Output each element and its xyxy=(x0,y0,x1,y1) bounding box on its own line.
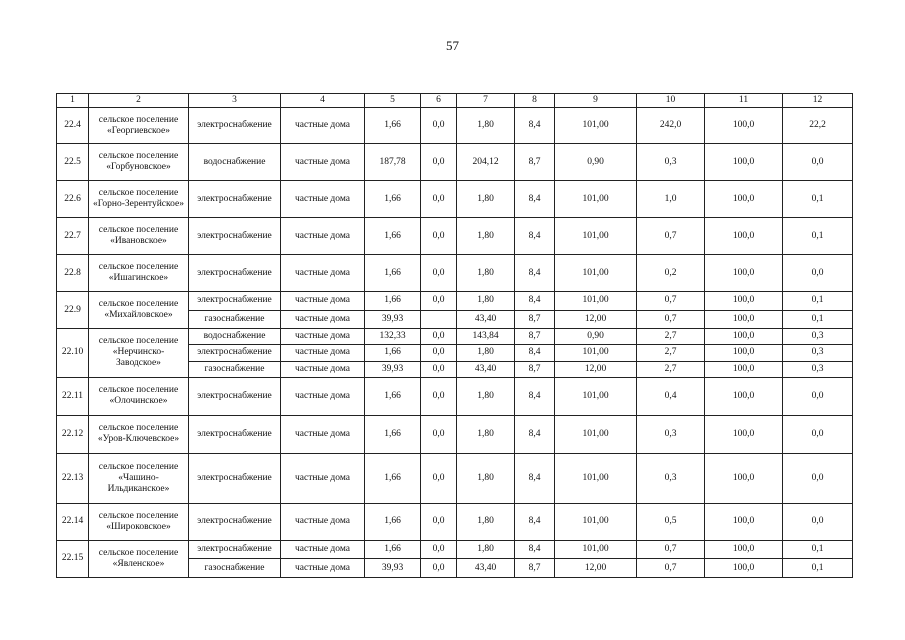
table-cell: 43,40 xyxy=(457,361,515,377)
column-header: 11 xyxy=(705,94,783,108)
table-cell: частные дома xyxy=(281,329,365,345)
page-number: 57 xyxy=(446,38,459,53)
table-cell: 1,80 xyxy=(457,292,515,311)
table-row xyxy=(57,218,853,255)
table-cell: 0,1 xyxy=(783,540,853,559)
table-cell: 204,12 xyxy=(457,144,515,181)
table-cell: 1,80 xyxy=(457,181,515,218)
settlement-name: сельское поселение «Ишагинское» xyxy=(89,255,189,292)
table-cell: 8,4 xyxy=(515,181,555,218)
settlement-name: сельское поселение «Ивановское» xyxy=(89,218,189,255)
table-cell: 0,0 xyxy=(421,144,457,181)
table-cell: 0,3 xyxy=(783,329,853,345)
table-cell: 0,0 xyxy=(421,559,457,578)
table-cell: 101,00 xyxy=(555,415,637,453)
settlement-number: 22.8 xyxy=(57,255,89,292)
column-header: 7 xyxy=(457,94,515,108)
table-cell: газоснабжение xyxy=(189,559,281,578)
table-cell: 0,90 xyxy=(555,329,637,345)
table-cell: 8,4 xyxy=(515,292,555,311)
table-cell: 0,0 xyxy=(421,345,457,361)
table-cell: 1,66 xyxy=(365,255,421,292)
settlement-name: сельское поселение «Горно-Зерентуйское» xyxy=(89,181,189,218)
table-cell: 0,0 xyxy=(783,144,853,181)
table-cell: 100,0 xyxy=(705,453,783,503)
table-cell: 1,80 xyxy=(457,453,515,503)
table-row xyxy=(57,415,853,453)
table-cell: 100,0 xyxy=(705,310,783,329)
table-cell: 0,0 xyxy=(421,453,457,503)
table-cell: 242,0 xyxy=(637,108,705,144)
table-cell: 22,2 xyxy=(783,108,853,144)
table-cell: 0,7 xyxy=(637,559,705,578)
table-cell: 100,0 xyxy=(705,144,783,181)
table-cell: 101,00 xyxy=(555,377,637,415)
table-row xyxy=(57,503,853,540)
table-cell: 8,7 xyxy=(515,144,555,181)
table-cell: 0,0 xyxy=(783,377,853,415)
tariff-table xyxy=(56,93,853,578)
table-cell: 0,0 xyxy=(421,218,457,255)
table-cell: 101,00 xyxy=(555,108,637,144)
table-cell: частные дома xyxy=(281,361,365,377)
table-cell: 1,80 xyxy=(457,108,515,144)
table-cell: 0,3 xyxy=(637,415,705,453)
table-cell: 8,7 xyxy=(515,310,555,329)
table-cell: частные дома xyxy=(281,377,365,415)
table-cell: 132,33 xyxy=(365,329,421,345)
table-cell: 101,00 xyxy=(555,503,637,540)
table-cell: 0,7 xyxy=(637,218,705,255)
settlement-number: 22.15 xyxy=(57,540,89,577)
table-cell: 100,0 xyxy=(705,181,783,218)
table-cell: 100,0 xyxy=(705,218,783,255)
table-cell: 0,0 xyxy=(421,361,457,377)
table-cell: 1,66 xyxy=(365,415,421,453)
table-row xyxy=(57,540,853,559)
table-cell: электроснабжение xyxy=(189,345,281,361)
table-cell: 8,4 xyxy=(515,540,555,559)
table-cell: 0,3 xyxy=(637,453,705,503)
settlement-name: сельское поселение «Михайловское» xyxy=(89,292,189,329)
table-cell: 100,0 xyxy=(705,503,783,540)
column-header: 2 xyxy=(89,94,189,108)
table-cell: 1,66 xyxy=(365,377,421,415)
table-cell: 100,0 xyxy=(705,108,783,144)
settlement-number: 22.7 xyxy=(57,218,89,255)
table-cell: 0,1 xyxy=(783,310,853,329)
column-header: 5 xyxy=(365,94,421,108)
table-cell: частные дома xyxy=(281,310,365,329)
table-cell: 1,66 xyxy=(365,503,421,540)
table-cell: 8,4 xyxy=(515,218,555,255)
column-header: 4 xyxy=(281,94,365,108)
table-cell: 0,0 xyxy=(783,415,853,453)
table-cell: 0,0 xyxy=(421,415,457,453)
settlement-number: 22.11 xyxy=(57,377,89,415)
table-cell: 0,0 xyxy=(783,503,853,540)
table-cell: 1,80 xyxy=(457,255,515,292)
table-cell: 100,0 xyxy=(705,345,783,361)
table-cell: 39,93 xyxy=(365,361,421,377)
settlement-number: 22.10 xyxy=(57,329,89,378)
table-cell: 8,7 xyxy=(515,329,555,345)
table-cell: электроснабжение xyxy=(189,377,281,415)
table-cell: 0,0 xyxy=(421,108,457,144)
table-cell: 101,00 xyxy=(555,453,637,503)
table-cell: 143,84 xyxy=(457,329,515,345)
settlement-number: 22.9 xyxy=(57,292,89,329)
table-cell: 8,4 xyxy=(515,108,555,144)
settlement-name: сельское поселение «Уров-Ключевское» xyxy=(89,415,189,453)
table-cell: 0,90 xyxy=(555,144,637,181)
table-cell: 1,66 xyxy=(365,218,421,255)
table-cell: 0,3 xyxy=(637,144,705,181)
table-cell: газоснабжение xyxy=(189,310,281,329)
table-cell: электроснабжение xyxy=(189,540,281,559)
table-cell: частные дома xyxy=(281,415,365,453)
table-row xyxy=(57,329,853,345)
column-header: 6 xyxy=(421,94,457,108)
table-cell: 0,0 xyxy=(783,255,853,292)
table-cell: 0,0 xyxy=(421,292,457,311)
table-cell: 101,00 xyxy=(555,218,637,255)
settlement-number: 22.12 xyxy=(57,415,89,453)
table-cell: 100,0 xyxy=(705,559,783,578)
table-cell: 100,0 xyxy=(705,292,783,311)
settlement-name: сельское поселение «Олочинское» xyxy=(89,377,189,415)
settlement-name: сельское поселение «Георгиевское» xyxy=(89,108,189,144)
table-cell: электроснабжение xyxy=(189,503,281,540)
table-cell: электроснабжение xyxy=(189,218,281,255)
settlement-name: сельское поселение «Чашино-Ильдиканское» xyxy=(89,453,189,503)
table-cell: 1,80 xyxy=(457,345,515,361)
table-cell: 0,1 xyxy=(783,292,853,311)
table-cell: 0,1 xyxy=(783,181,853,218)
table-cell: 43,40 xyxy=(457,310,515,329)
table-cell: частные дома xyxy=(281,255,365,292)
table-body xyxy=(57,94,853,578)
table-cell: частные дома xyxy=(281,345,365,361)
column-header: 10 xyxy=(637,94,705,108)
table-cell: 100,0 xyxy=(705,415,783,453)
table-cell: 100,0 xyxy=(705,329,783,345)
table-cell: 101,00 xyxy=(555,255,637,292)
table-cell: электроснабжение xyxy=(189,181,281,218)
table-cell: 43,40 xyxy=(457,559,515,578)
table-cell: 0,2 xyxy=(637,255,705,292)
table-row xyxy=(57,453,853,503)
table-cell: электроснабжение xyxy=(189,255,281,292)
settlement-number: 22.14 xyxy=(57,503,89,540)
table-cell xyxy=(421,310,457,329)
table-cell: 8,4 xyxy=(515,453,555,503)
table-cell: 2,7 xyxy=(637,345,705,361)
column-header: 12 xyxy=(783,94,853,108)
table-cell: 8,4 xyxy=(515,503,555,540)
table-cell: 0,7 xyxy=(637,292,705,311)
table-cell: 0,0 xyxy=(421,503,457,540)
settlement-number: 22.4 xyxy=(57,108,89,144)
table-cell: электроснабжение xyxy=(189,292,281,311)
column-header: 1 xyxy=(57,94,89,108)
table-cell: 8,4 xyxy=(515,255,555,292)
table-cell: 100,0 xyxy=(705,540,783,559)
table-cell: 8,7 xyxy=(515,361,555,377)
table-cell: 2,7 xyxy=(637,329,705,345)
table-cell: частные дома xyxy=(281,144,365,181)
settlement-name: сельское поселение «Горбуновское» xyxy=(89,144,189,181)
table-cell: 1,66 xyxy=(365,181,421,218)
table-cell: 39,93 xyxy=(365,559,421,578)
column-header: 8 xyxy=(515,94,555,108)
table-cell: 1,0 xyxy=(637,181,705,218)
table-cell: частные дома xyxy=(281,540,365,559)
table-cell: 0,0 xyxy=(421,377,457,415)
settlement-name: сельское поселение «Широковское» xyxy=(89,503,189,540)
table-cell: частные дома xyxy=(281,108,365,144)
table-cell: 1,80 xyxy=(457,218,515,255)
settlement-number: 22.5 xyxy=(57,144,89,181)
column-header: 3 xyxy=(189,94,281,108)
table-row xyxy=(57,255,853,292)
table-cell: 1,80 xyxy=(457,540,515,559)
table-cell: 0,0 xyxy=(421,255,457,292)
table-cell: частные дома xyxy=(281,292,365,311)
header-row xyxy=(57,94,853,108)
table-cell: 101,00 xyxy=(555,292,637,311)
column-header: 9 xyxy=(555,94,637,108)
table-cell: электроснабжение xyxy=(189,415,281,453)
table-cell: 101,00 xyxy=(555,181,637,218)
table-cell: 100,0 xyxy=(705,377,783,415)
table-cell: 0,3 xyxy=(783,345,853,361)
table-cell: 101,00 xyxy=(555,540,637,559)
table-cell: 0,0 xyxy=(783,453,853,503)
table-cell: электроснабжение xyxy=(189,453,281,503)
table-cell: 12,00 xyxy=(555,361,637,377)
table-cell: 1,66 xyxy=(365,345,421,361)
table-cell: 1,66 xyxy=(365,292,421,311)
table-cell: 8,4 xyxy=(515,377,555,415)
table-cell: 0,1 xyxy=(783,218,853,255)
table-row xyxy=(57,108,853,144)
settlement-number: 22.13 xyxy=(57,453,89,503)
table-cell: газоснабжение xyxy=(189,361,281,377)
table-cell: водоснабжение xyxy=(189,144,281,181)
table-cell: частные дома xyxy=(281,181,365,218)
table-cell: 0,7 xyxy=(637,310,705,329)
table-cell: 0,5 xyxy=(637,503,705,540)
table-cell: 100,0 xyxy=(705,361,783,377)
table-row xyxy=(57,292,853,311)
table-cell: 1,66 xyxy=(365,540,421,559)
settlement-name: сельское поселение «Явленское» xyxy=(89,540,189,577)
table-cell: частные дома xyxy=(281,453,365,503)
table-cell: 0,0 xyxy=(421,329,457,345)
table-cell: 0,0 xyxy=(421,540,457,559)
table-cell: 1,80 xyxy=(457,377,515,415)
table-cell: 1,66 xyxy=(365,108,421,144)
table-cell: 8,4 xyxy=(515,415,555,453)
table-cell: 0,1 xyxy=(783,559,853,578)
table-cell: 0,4 xyxy=(637,377,705,415)
table-cell: 1,80 xyxy=(457,415,515,453)
table-cell: частные дома xyxy=(281,503,365,540)
table-row xyxy=(57,144,853,181)
table-cell: 1,80 xyxy=(457,503,515,540)
table-row xyxy=(57,181,853,218)
table-cell: 187,78 xyxy=(365,144,421,181)
table-cell: 8,4 xyxy=(515,345,555,361)
settlement-number: 22.6 xyxy=(57,181,89,218)
table-cell: водоснабжение xyxy=(189,329,281,345)
table-cell: 39,93 xyxy=(365,310,421,329)
table-cell: электроснабжение xyxy=(189,108,281,144)
table-cell: 0,7 xyxy=(637,540,705,559)
table-cell: 12,00 xyxy=(555,310,637,329)
table-cell: частные дома xyxy=(281,218,365,255)
table-cell: 1,66 xyxy=(365,453,421,503)
table-cell: 0,3 xyxy=(783,361,853,377)
table-row xyxy=(57,377,853,415)
table-cell: 2,7 xyxy=(637,361,705,377)
table-cell: 8,7 xyxy=(515,559,555,578)
table-cell: 0,0 xyxy=(421,181,457,218)
table-cell: 101,00 xyxy=(555,345,637,361)
table-cell: 100,0 xyxy=(705,255,783,292)
table-cell: 12,00 xyxy=(555,559,637,578)
table-cell: частные дома xyxy=(281,559,365,578)
settlement-name: сельское поселение «Нерчинско-Заводское» xyxy=(89,329,189,378)
